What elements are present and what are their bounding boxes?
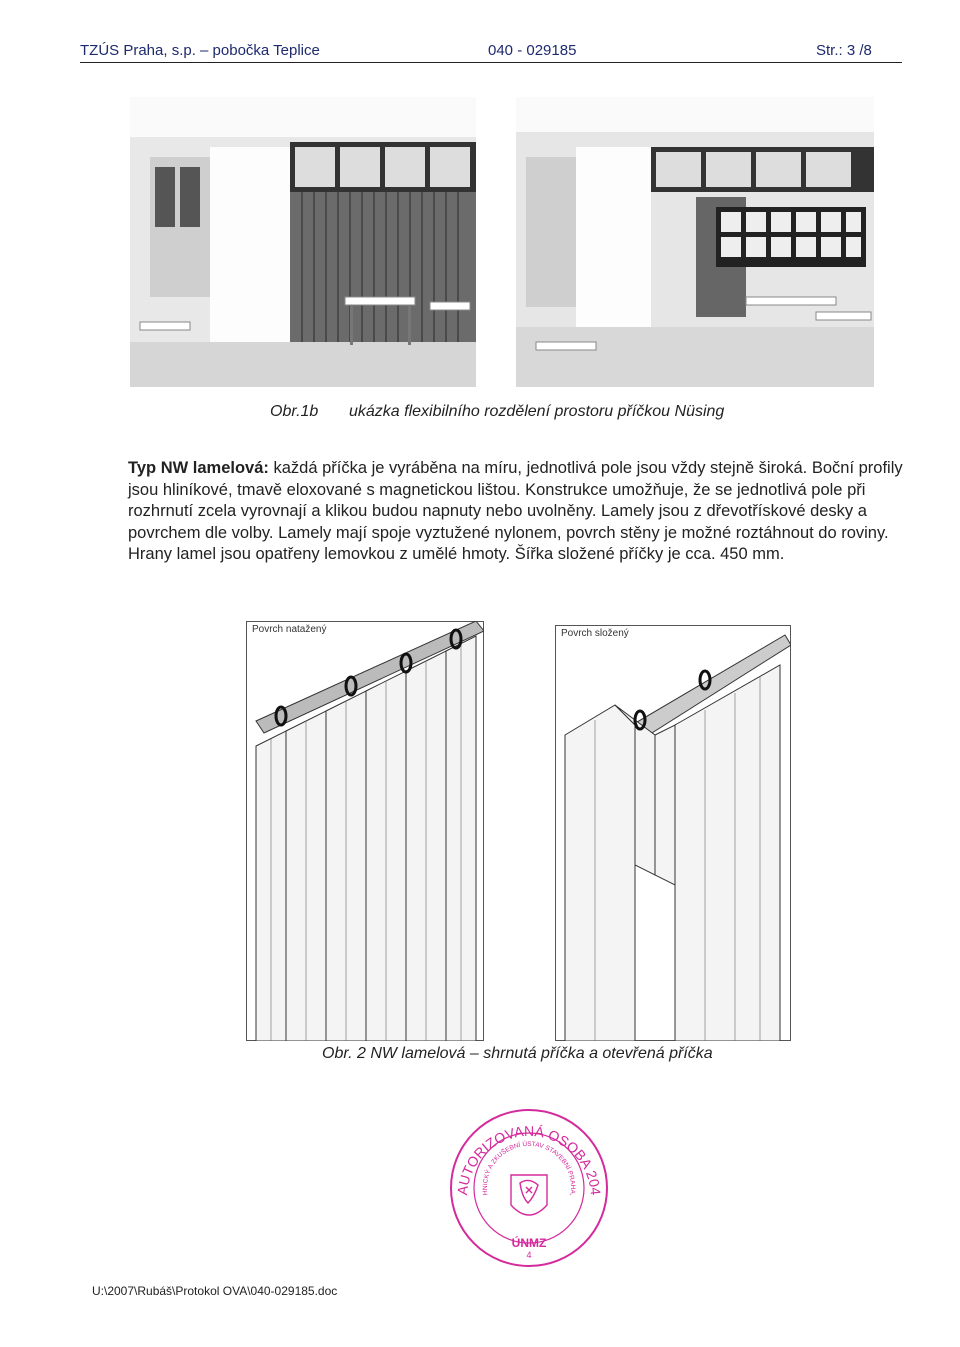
photo-partition-closed bbox=[130, 97, 476, 387]
stamp-number: 4 bbox=[526, 1250, 532, 1260]
stamp-inner-text: HNICKÝ A ZKUŠEBNÍ ÚSTAV STAVEBNÍ PRAHA, bbox=[481, 1140, 577, 1197]
figure2-caption: Obr. 2 NW lamelová – shrnutá příčka a otevřená příčka bbox=[322, 1045, 713, 1062]
stamp-emblem bbox=[511, 1175, 547, 1215]
official-stamp bbox=[448, 1107, 610, 1269]
figure1-caption: ukázka flexibilního rozdělení prostoru příčkou Nüsing bbox=[349, 403, 725, 420]
figure1-label: Obr.1b bbox=[270, 403, 319, 420]
svg-text:AUTORIZOVANÁ OSOBA 204 bbox=[454, 1123, 604, 1196]
photo-partition-open bbox=[516, 97, 874, 387]
header-page-number: Str.: 3 /8 bbox=[816, 42, 872, 59]
description-paragraph bbox=[128, 458, 908, 566]
stamp-outer-text: AUTORIZOVANÁ OSOBA 204 bbox=[453, 1122, 605, 1196]
diagram-left-label: Povrch natažený bbox=[252, 624, 327, 635]
diagram-partition-stretched bbox=[246, 621, 484, 1041]
diagram-partition-folded bbox=[555, 625, 791, 1041]
diagram-right-label: Povrch složený bbox=[561, 628, 629, 639]
footer-file-path: U:\2007\Rubáš\Protokol OVA\040-029185.doc bbox=[92, 1284, 338, 1298]
header-doc-number: 040 - 029185 bbox=[488, 42, 577, 59]
stamp-bottom-text: ÚNMZ bbox=[511, 1236, 547, 1250]
header-company: TZÚS Praha, s.p. – pobočka Teplice bbox=[80, 42, 320, 59]
paragraph-text: každá příčka je vyráběna na míru, jednotlivá pole jsou vždy stejně široká. Boční profily jsou hliníkové, tmavě eloxované s magnetickou lištou. Konstrukce umožňuje, že se jednotlivá pole při rozhrnutí zcela vyrovnají a klikou budou napnuty nebo uvolněny. Lamely jsou z dřevotřískové desky a povrchem dle volby. Lamely mají spoje vyztužené nylonem, povrch stěny je možné roztáhnout do roviny. Hrany lamel jsou opatřeny lemovkou z umělé hmoty. Šířka složené příčky je cca. 450 mm. bbox=[128, 459, 903, 563]
paragraph-lead: Typ NW lamelová: bbox=[128, 459, 269, 477]
header-rule bbox=[80, 62, 902, 63]
